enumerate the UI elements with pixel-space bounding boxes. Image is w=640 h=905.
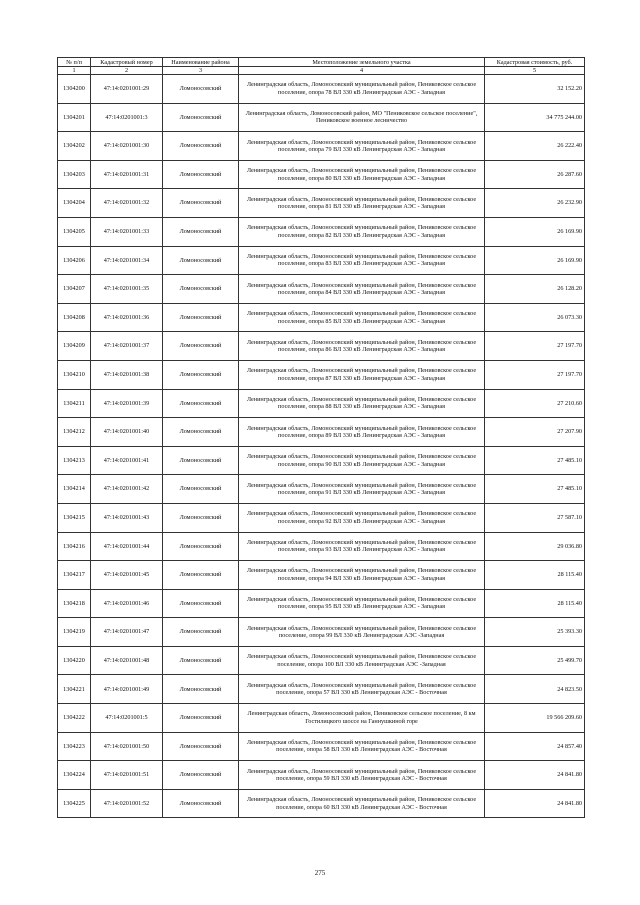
row-number: 1304223 bbox=[58, 732, 91, 761]
cadastral-cost: 27 587.10 bbox=[485, 503, 585, 532]
district-name: Ломоносовский bbox=[163, 389, 239, 418]
cadastral-cost: 26 232.90 bbox=[485, 189, 585, 218]
district-name: Ломоносовский bbox=[163, 189, 239, 218]
row-number: 1304212 bbox=[58, 418, 91, 447]
cadastral-cost: 25 499.70 bbox=[485, 646, 585, 675]
row-number: 1304201 bbox=[58, 103, 91, 132]
table-row bbox=[58, 246, 585, 275]
table-row bbox=[58, 160, 585, 189]
district-name: Ломоносовский bbox=[163, 103, 239, 132]
header-district: Наименование района bbox=[163, 58, 239, 67]
district-name: Ломоносовский bbox=[163, 75, 239, 104]
cadastral-cost: 24 823.50 bbox=[485, 675, 585, 704]
cadastral-number: 47:14:0201001:52 bbox=[91, 789, 163, 818]
cadastral-cost: 26 222.40 bbox=[485, 132, 585, 161]
table-row bbox=[58, 389, 585, 418]
district-name: Ломоносовский bbox=[163, 475, 239, 504]
district-name: Ломоносовский bbox=[163, 618, 239, 647]
table-row bbox=[58, 446, 585, 475]
district-name: Ломоносовский bbox=[163, 132, 239, 161]
cadastral-number: 47:14:0201001:41 bbox=[91, 446, 163, 475]
cadastral-cost: 34 775 244.00 bbox=[485, 103, 585, 132]
table-row bbox=[58, 418, 585, 447]
cadastral-cost: 26 169.90 bbox=[485, 217, 585, 246]
table-row bbox=[58, 103, 585, 132]
location: Ленинградская область, Ломоносовский муниципальный район, Пениковское сельское поселение, опора 93 ВЛ 330 кВ Ленинградская АЭС - Западная bbox=[239, 532, 485, 561]
cadastral-cost: 27 197.70 bbox=[485, 360, 585, 389]
cadastral-cost: 27 485.10 bbox=[485, 475, 585, 504]
cadastral-cost: 27 207.90 bbox=[485, 418, 585, 447]
cadastral-number: 47:14:0201001:42 bbox=[91, 475, 163, 504]
table-row bbox=[58, 761, 585, 790]
cadastral-number: 47:14:0201001:30 bbox=[91, 132, 163, 161]
location: Ленинградская область, Ломоносовский муниципальный район, Пениковское сельское поселение, опора 91 ВЛ 330 кВ Ленинградская АЭС - Западная bbox=[239, 475, 485, 504]
row-number: 1304206 bbox=[58, 246, 91, 275]
location: Ленинградская область, Ломоносовский муниципальный район, Пениковское сельское поселение, опора 81 ВЛ 330 кВ Ленинградская АЭС - Западная bbox=[239, 189, 485, 218]
cadastral-number: 47:14:0201001:40 bbox=[91, 418, 163, 447]
location: Ленинградская область, Ломоносовский муниципальный район, Пениковское сельское поселение, опора 58 ВЛ 330 кВ Ленинградская АЭС - Восточная bbox=[239, 732, 485, 761]
location: Ленинградская область, Ломоносовский муниципальный район, Пениковское сельское поселение, опора 80 ВЛ 330 кВ Ленинградская АЭС - Западная bbox=[239, 160, 485, 189]
district-name: Ломоносовский bbox=[163, 732, 239, 761]
location: Ленинградская область, Ломоносовский муниципальный район, Пениковское сельское поселение, опора 88 ВЛ 330 кВ Ленинградская АЭС - Западная bbox=[239, 389, 485, 418]
cadastral-number: 47:14:0201001:32 bbox=[91, 189, 163, 218]
location: Ленинградская область, Ломоносовский район, МО "Пениковское сельское поселение", Пениковское военное лесничество bbox=[239, 103, 485, 132]
location: Ленинградская область, Ломоносовский муниципальный район, Пениковское сельское поселение, опора 89 ВЛ 330 кВ Ленинградская АЭС - Западная bbox=[239, 418, 485, 447]
table-row bbox=[58, 732, 585, 761]
cadastral-cost: 27 485.10 bbox=[485, 446, 585, 475]
table-row bbox=[58, 532, 585, 561]
cadastral-cost: 27 197.70 bbox=[485, 332, 585, 361]
cadastral-number: 47:14:0201001:48 bbox=[91, 646, 163, 675]
cadastral-number: 47:14:0201001:36 bbox=[91, 303, 163, 332]
district-name: Ломоносовский bbox=[163, 646, 239, 675]
header-location: Местоположение земельного участка bbox=[239, 58, 485, 67]
row-number: 1304200 bbox=[58, 75, 91, 104]
location: Ленинградская область, Ломоносовский муниципальный район, Пениковское сельское поселение, опора 84 ВЛ 330 кВ Ленинградская АЭС - Западная bbox=[239, 275, 485, 304]
location: Ленинградская область, Ломоносовский муниципальный район, Пениковское сельское поселение, опора 83 ВЛ 330 кВ Ленинградская АЭС - Западная bbox=[239, 246, 485, 275]
column-index-3: 3 bbox=[163, 67, 239, 75]
column-index-2: 2 bbox=[91, 67, 163, 75]
location: Ленинградская область, Ломоносовский район, Пениковское сельское поселение, 8 км Гостилицкого шоссе на Ганнушкиной горе bbox=[239, 704, 485, 733]
row-number: 1304221 bbox=[58, 675, 91, 704]
location: Ленинградская область, Ломоносовский муниципальный район, Пениковское сельское поселение, опора 86 ВЛ 330 кВ Ленинградская АЭС - Западная bbox=[239, 332, 485, 361]
row-number: 1304216 bbox=[58, 532, 91, 561]
table-row bbox=[58, 75, 585, 104]
cadastral-cost: 28 115.40 bbox=[485, 589, 585, 618]
row-number: 1304210 bbox=[58, 360, 91, 389]
district-name: Ломоносовский bbox=[163, 589, 239, 618]
table-row bbox=[58, 789, 585, 818]
table-body bbox=[58, 75, 585, 818]
row-number: 1304202 bbox=[58, 132, 91, 161]
cadastral-number: 47:14:0201001:51 bbox=[91, 761, 163, 790]
cadastral-number: 47:14:0201001:43 bbox=[91, 503, 163, 532]
table-row bbox=[58, 475, 585, 504]
row-number: 1304205 bbox=[58, 217, 91, 246]
cadastral-number: 47:14:0201001:29 bbox=[91, 75, 163, 104]
district-name: Ломоносовский bbox=[163, 446, 239, 475]
header-cadastral-cost: Кадастровая стоимость, руб. bbox=[485, 58, 585, 67]
row-number: 1304211 bbox=[58, 389, 91, 418]
district-name: Ломоносовский bbox=[163, 704, 239, 733]
row-number: 1304208 bbox=[58, 303, 91, 332]
row-number: 1304222 bbox=[58, 704, 91, 733]
table-row bbox=[58, 189, 585, 218]
district-name: Ломоносовский bbox=[163, 332, 239, 361]
cadastral-cost: 26 169.90 bbox=[485, 246, 585, 275]
cadastral-cost: 19 566 209.60 bbox=[485, 704, 585, 733]
cadastral-cost: 26 128.20 bbox=[485, 275, 585, 304]
table-row bbox=[58, 618, 585, 647]
location: Ленинградская область, Ломоносовский муниципальный район, Пениковское сельское поселение, опора 60 ВЛ 330 кВ Ленинградская АЭС - Восточная bbox=[239, 789, 485, 818]
location: Ленинградская область, Ломоносовский муниципальный район, Пениковское сельское поселение, опора 100 ВЛ 330 кВ Ленинградская АЭС -Западная bbox=[239, 646, 485, 675]
table-row bbox=[58, 303, 585, 332]
table-row bbox=[58, 675, 585, 704]
table-row bbox=[58, 503, 585, 532]
location: Ленинградская область, Ломоносовский муниципальный район, Пениковское сельское поселение, опора 59 ВЛ 330 кВ Ленинградская АЭС - Восточная bbox=[239, 761, 485, 790]
table-row bbox=[58, 360, 585, 389]
location: Ленинградская область, Ломоносовский муниципальный район, Пениковское сельское поселение, опора 94 ВЛ 330 кВ Ленинградская АЭС - Западная bbox=[239, 561, 485, 590]
cadastral-cost: 25 393.30 bbox=[485, 618, 585, 647]
header-row bbox=[58, 58, 585, 67]
district-name: Ломоносовский bbox=[163, 360, 239, 389]
cadastral-cost: 24 841.80 bbox=[485, 789, 585, 818]
cadastral-number: 47:14:0201001:38 bbox=[91, 360, 163, 389]
page-number: 275 bbox=[314, 869, 326, 877]
cadastral-cost: 26 287.60 bbox=[485, 160, 585, 189]
row-number: 1304224 bbox=[58, 761, 91, 790]
district-name: Ломоносовский bbox=[163, 418, 239, 447]
cadastral-number: 47:14:0201001:5 bbox=[91, 704, 163, 733]
row-number: 1304207 bbox=[58, 275, 91, 304]
cadastral-number: 47:14:0201001:34 bbox=[91, 246, 163, 275]
row-number: 1304215 bbox=[58, 503, 91, 532]
cadastral-cost: 28 115.40 bbox=[485, 561, 585, 590]
district-name: Ломоносовский bbox=[163, 503, 239, 532]
cadastral-number: 47:14:0201001:37 bbox=[91, 332, 163, 361]
table-row bbox=[58, 217, 585, 246]
table-row bbox=[58, 275, 585, 304]
cadastral-number: 47:14:0201001:33 bbox=[91, 217, 163, 246]
cadastral-number: 47:14:0201001:39 bbox=[91, 389, 163, 418]
district-name: Ломоносовский bbox=[163, 160, 239, 189]
column-number-row bbox=[58, 67, 585, 75]
row-number: 1304217 bbox=[58, 561, 91, 590]
location: Ленинградская область, Ломоносовский муниципальный район, Пениковское сельское поселение, опора 82 ВЛ 330 кВ Ленинградская АЭС - Западная bbox=[239, 217, 485, 246]
table-row bbox=[58, 332, 585, 361]
location: Ленинградская область, Ломоносовский муниципальный район, Пениковское сельское поселение, опора 95 ВЛ 330 кВ Ленинградская АЭС - Западная bbox=[239, 589, 485, 618]
table-row bbox=[58, 132, 585, 161]
row-number: 1304204 bbox=[58, 189, 91, 218]
cadastral-table bbox=[57, 57, 585, 818]
district-name: Ломоносовский bbox=[163, 275, 239, 304]
cadastral-cost: 29 036.80 bbox=[485, 532, 585, 561]
column-index-1: 1 bbox=[58, 67, 91, 75]
district-name: Ломоносовский bbox=[163, 761, 239, 790]
column-index-4: 4 bbox=[239, 67, 485, 75]
district-name: Ломоносовский bbox=[163, 675, 239, 704]
location: Ленинградская область, Ломоносовский муниципальный район, Пениковское сельское поселение, опора 92 ВЛ 330 кВ Ленинградская АЭС - Западная bbox=[239, 503, 485, 532]
cadastral-number: 47:14:0201001:31 bbox=[91, 160, 163, 189]
cadastral-cost: 24 841.80 bbox=[485, 761, 585, 790]
row-number: 1304213 bbox=[58, 446, 91, 475]
row-number: 1304219 bbox=[58, 618, 91, 647]
district-name: Ломоносовский bbox=[163, 303, 239, 332]
row-number: 1304203 bbox=[58, 160, 91, 189]
location: Ленинградская область, Ломоносовский муниципальный район, Пениковское сельское поселение, опора 90 ВЛ 330 кВ Ленинградская АЭС - Западная bbox=[239, 446, 485, 475]
table-row bbox=[58, 561, 585, 590]
cadastral-number: 47:14:0201001:46 bbox=[91, 589, 163, 618]
row-number: 1304218 bbox=[58, 589, 91, 618]
table-row bbox=[58, 704, 585, 733]
location: Ленинградская область, Ломоносовский муниципальный район, Пениковское сельское поселение, опора 78 ВЛ 330 кВ Ленинградская АЭС - Западная bbox=[239, 75, 485, 104]
cadastral-number: 47:14:0201001:45 bbox=[91, 561, 163, 590]
cadastral-number: 47:14:0201001:35 bbox=[91, 275, 163, 304]
row-number: 1304220 bbox=[58, 646, 91, 675]
table-row bbox=[58, 646, 585, 675]
district-name: Ломоносовский bbox=[163, 561, 239, 590]
row-number: 1304209 bbox=[58, 332, 91, 361]
district-name: Ломоносовский bbox=[163, 246, 239, 275]
table-row bbox=[58, 589, 585, 618]
location: Ленинградская область, Ломоносовский муниципальный район, Пениковское сельское поселение, опора 87 ВЛ 330 кВ Ленинградская АЭС - Западная bbox=[239, 360, 485, 389]
district-name: Ломоносовский bbox=[163, 789, 239, 818]
cadastral-cost: 27 210.60 bbox=[485, 389, 585, 418]
location: Ленинградская область, Ломоносовский муниципальный район, Пениковское сельское поселение, опора 99 ВЛ 330 кВ Ленинградская АЭС -Западная bbox=[239, 618, 485, 647]
row-number: 1304225 bbox=[58, 789, 91, 818]
header-cadastral-number: Кадастровый номер bbox=[91, 58, 163, 67]
location: Ленинградская область, Ломоносовский муниципальный район, Пениковское сельское поселение, опора 85 ВЛ 330 кВ Ленинградская АЭС - Западная bbox=[239, 303, 485, 332]
cadastral-number: 47:14:0201001:3 bbox=[91, 103, 163, 132]
location: Ленинградская область, Ломоносовский муниципальный район, Пениковское сельское поселение, опора 57 ВЛ 330 кВ Ленинградская АЭС - Восточная bbox=[239, 675, 485, 704]
cadastral-number: 47:14:0201001:50 bbox=[91, 732, 163, 761]
cadastral-cost: 32 152.20 bbox=[485, 75, 585, 104]
column-index-5: 5 bbox=[485, 67, 585, 75]
cadastral-cost: 26 073.30 bbox=[485, 303, 585, 332]
district-name: Ломоносовский bbox=[163, 217, 239, 246]
cadastral-cost: 24 857.40 bbox=[485, 732, 585, 761]
row-number: 1304214 bbox=[58, 475, 91, 504]
header-number: № п/п bbox=[58, 58, 91, 67]
cadastral-number: 47:14:0201001:49 bbox=[91, 675, 163, 704]
cadastral-number: 47:14:0201001:47 bbox=[91, 618, 163, 647]
cadastral-number: 47:14:0201001:44 bbox=[91, 532, 163, 561]
district-name: Ломоносовский bbox=[163, 532, 239, 561]
location: Ленинградская область, Ломоносовский муниципальный район, Пениковское сельское поселение, опора 79 ВЛ 330 кВ Ленинградская АЭС - Западная bbox=[239, 132, 485, 161]
